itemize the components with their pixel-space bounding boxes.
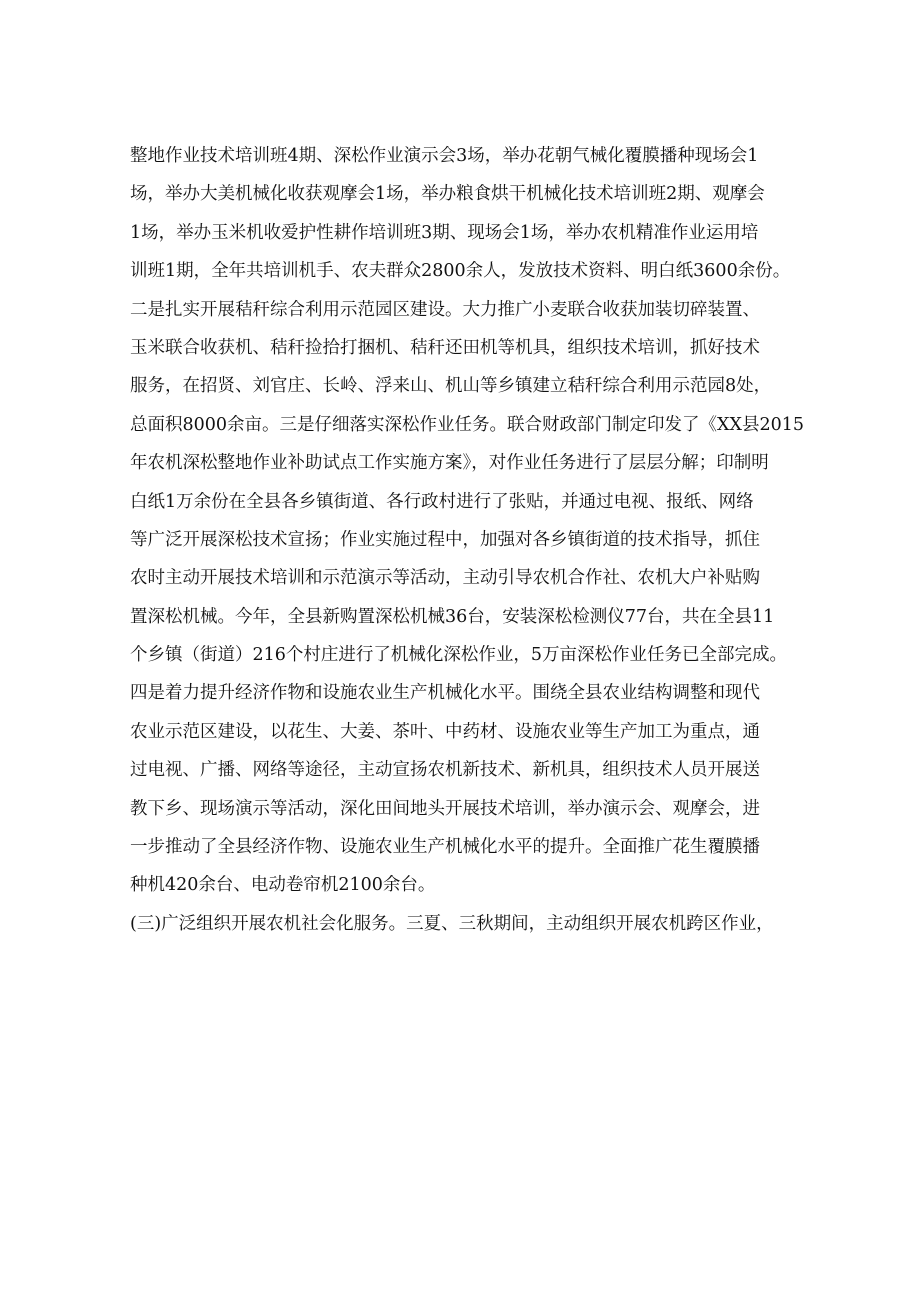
text-line: 农时主动开展技术培训和示范演示等活动，主动引导农机合作社、农机大户补贴购	[130, 568, 760, 589]
text-line: 年农机深松整地作业补助试点工作实施方案》，对作业任务进行了层层分解；印制明	[130, 453, 769, 474]
text-line: 二是扎实开展秸秆综合利用示范园区建设。大力推广小麦联合收获加装切碎装置、	[130, 299, 760, 320]
text-line: 整地作业技术培训班4期、深松作业演示会3场，举办花朝气械化覆膜播种现场会1	[130, 146, 759, 166]
text-line: 农业示范区建设，以花生、大姜、茶叶、中药材、设施农业等生产加工为重点，通	[130, 721, 760, 742]
text-line: 个乡镇（街道）216个村庄进行了机械化深松作业，5万亩深松作业任务已全部完成。	[130, 645, 788, 666]
text-line: 1场，举办玉米机收爱护性耕作培训班3期、现场会1场，举办农机精准作业运用培	[130, 222, 759, 243]
text-line: 教下乡、现场演示等活动，深化田间地头开展技术培训，举办演示会、观摩会，进	[130, 798, 760, 819]
body-text	[130, 137, 820, 943]
text-line: 置深松机械。今年，全县新购置深松机械36台，安装深松检测仪77台，共在全县11	[130, 606, 775, 627]
text-line: 服务，在招贤、刘官庄、长岭、浮来山、机山等乡镇建立秸秆综合利用示范园8处，	[130, 376, 772, 397]
text-line: 四是着力提升经济作物和设施农业生产机械化水平。围绕全县农业结构调整和现代	[130, 683, 760, 704]
text-line: 玉米联合收获机、秸秆捡拾打捆机、秸秆还田机等机具，组织技术培训，抓好技术	[130, 337, 760, 358]
text-line: 等广泛开展深松技术宣扬；作业实施过程中，加强对各乡镇街道的技术指导，抓住	[130, 529, 760, 550]
text-line: 过电视、广播、网络等途径，主动宣扬农机新技术、新机具，组织技术人员开展送	[130, 760, 760, 781]
text-line: 场，举办大美机械化收获观摩会1场，举办粮食烘干机械化技术培训班2期、观摩会	[130, 184, 765, 205]
text-line: (三)广泛组织开展农机社会化服务。三夏、三秋期间，主动组织开展农机跨区作业，	[130, 913, 774, 934]
text-line: 种机420余台、电动卷帘机2100余台。	[130, 875, 436, 896]
text-line: 训班1期，全年共培训机手、农夫群众2800余人，发放技术资料、明白纸3600余份。	[130, 261, 791, 282]
text-line: 总面积8000余亩。三是仔细落实深松作业任务。联合财政部门制定印发了《XX县2015	[130, 414, 804, 435]
text-line: 一步推动了全县经济作物、设施农业生产机械化水平的提升。全面推广花生覆膜播	[130, 837, 760, 858]
text-line: 白纸1万余份在全县各乡镇街道、各行政村进行了张贴，并通过电视、报纸、网络	[130, 491, 754, 512]
